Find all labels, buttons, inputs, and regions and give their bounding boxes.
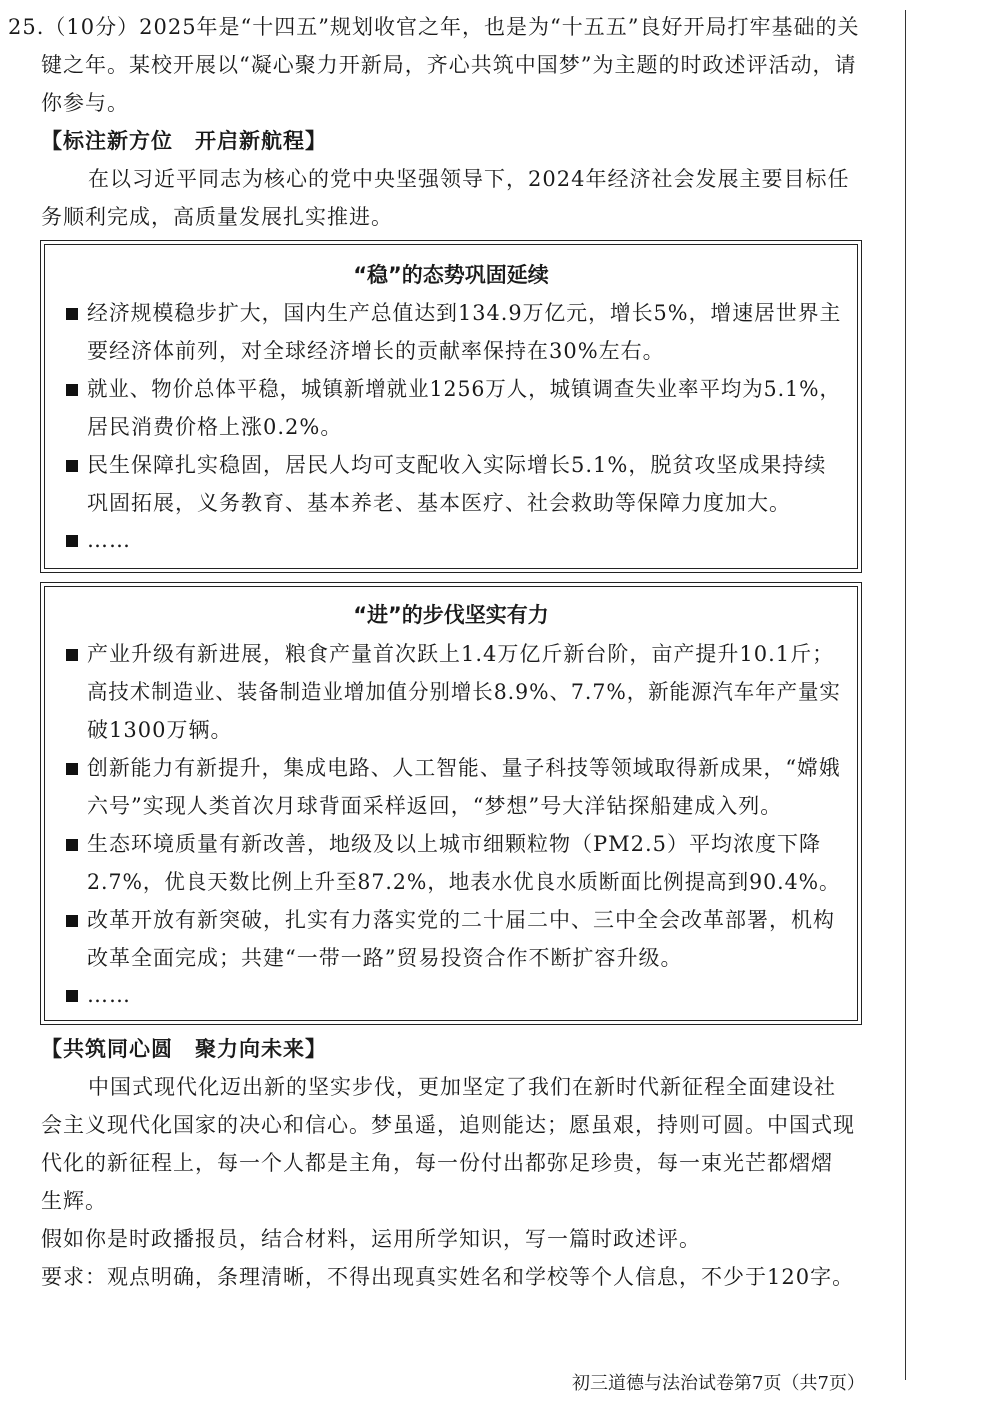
box2-item1-line2: 高技术制造业、装备制造业增加值分别增长8.9%、7.7%，新能源汽车年产量实 xyxy=(87,680,841,704)
box1-item3-line1: 民生保障扎实稳固，居民人均可支配收入实际增长5.1%，脱贫攻坚成果持续 xyxy=(87,453,827,477)
section1-para-line-2: 务顺利完成，高质量发展扎实推进。 xyxy=(41,205,393,229)
box2-item3-line2: 2.7%，优良天数比例上升至87.2%，地表水优良水质断面比例提高到90.4%。 xyxy=(87,870,841,894)
box1-item2-line2: 居民消费价格上涨0.2%。 xyxy=(87,415,343,439)
stability-box-title: “稳”的态势巩固延续 xyxy=(353,263,549,287)
stability-box xyxy=(40,240,862,573)
box2-item2-line1: 创新能力有新提升，集成电路、人工智能、量子科技等领域取得新成果，“嫦娥 xyxy=(87,756,841,780)
bullet-icon xyxy=(66,839,78,851)
box2-item1-line3: 破1300万辆。 xyxy=(87,718,233,742)
section1-para-line-1: 在以习近平同志为核心的党中央坚强领导下，2024年经济社会发展主要目标任 xyxy=(88,167,850,191)
box1-item1-line1: 经济规模稳步扩大，国内生产总值达到134.9万亿元，增长5%，增速居世界主 xyxy=(87,301,842,325)
binding-line xyxy=(905,10,906,1380)
bullet-icon xyxy=(66,308,78,320)
question-line-2: 键之年。某校开展以“凝心聚力开新局，齐心共筑中国梦”为主题的时政述评活动，请 xyxy=(41,53,857,77)
section2-para-line-1: 中国式现代化迈出新的坚实步伐，更加坚定了我们在新时代新征程全面建设社 xyxy=(88,1075,836,1099)
box1-item1-line2: 要经济体前列，对全球经济增长的贡献率保持在30%左右。 xyxy=(87,339,665,363)
bullet-icon xyxy=(66,990,78,1002)
bullet-icon xyxy=(66,460,78,472)
bullet-icon xyxy=(66,763,78,775)
box1-item2-line1: 就业、物价总体平稳，城镇新增就业1256万人，城镇调查失业率平均为5.1%， xyxy=(87,377,841,401)
section1-heading: 【标注新方位 开启新航程】 xyxy=(41,129,327,153)
box1-item3-line2: 巩固拓展，义务教育、基本养老、基本医疗、社会救助等保障力度加大。 xyxy=(87,491,791,515)
box2-item4-line2: 改革全面完成；共建“一带一路”贸易投资合作不断扩容升级。 xyxy=(87,946,683,970)
box2-item3-line1: 生态环境质量有新改善，地级及以上城市细颗粒物（PM2.5）平均浓度下降 xyxy=(87,832,822,856)
progress-box-title: “进”的步伐坚实有力 xyxy=(353,603,549,627)
page-footer: 初三道德与法治试卷第7页（共7页） xyxy=(572,1373,865,1394)
bullet-icon xyxy=(66,915,78,927)
box2-item4-line1: 改革开放有新突破，扎实有力落实党的二十届二中、三中全会改革部署，机构 xyxy=(87,908,835,932)
section2-para-line-3: 代化的新征程上，每一个人都是主角，每一份付出都弥足珍贵，每一束光芒都熠熠 xyxy=(41,1151,833,1175)
bullet-icon xyxy=(66,649,78,661)
bullet-icon xyxy=(66,384,78,396)
box2-item5-line1: …… xyxy=(87,983,131,1007)
task-line-1: 假如你是时政播报员，结合材料，运用所学知识，写一篇时政述评。 xyxy=(41,1227,701,1251)
section2-heading: 【共筑同心圆 聚力向未来】 xyxy=(41,1037,327,1061)
progress-box xyxy=(40,582,862,1025)
question-line-1: 25.（10分）2025年是“十四五”规划收官之年，也是为“十五五”良好开局打牢基础的关 xyxy=(8,15,860,39)
task-line-2: 要求：观点明确，条理清晰，不得出现真实姓名和学校等个人信息，不少于120字。 xyxy=(41,1265,855,1289)
question-line-3: 你参与。 xyxy=(41,91,129,115)
box1-item4-line1: …… xyxy=(87,528,131,552)
section2-para-line-4: 生辉。 xyxy=(41,1189,107,1213)
box2-item1-line1: 产业升级有新进展，粮食产量首次跃上1.4万亿斤新台阶，亩产提升10.1斤； xyxy=(87,642,835,666)
box2-item2-line2: 六号”实现人类首次月球背面采样返回，“梦想”号大洋钻探船建成入列。 xyxy=(87,794,783,818)
section2-para-line-2: 会主义现代化国家的决心和信心。梦虽遥，追则能达；愿虽艰，持则可圆。中国式现 xyxy=(41,1113,855,1137)
bullet-icon xyxy=(66,535,78,547)
